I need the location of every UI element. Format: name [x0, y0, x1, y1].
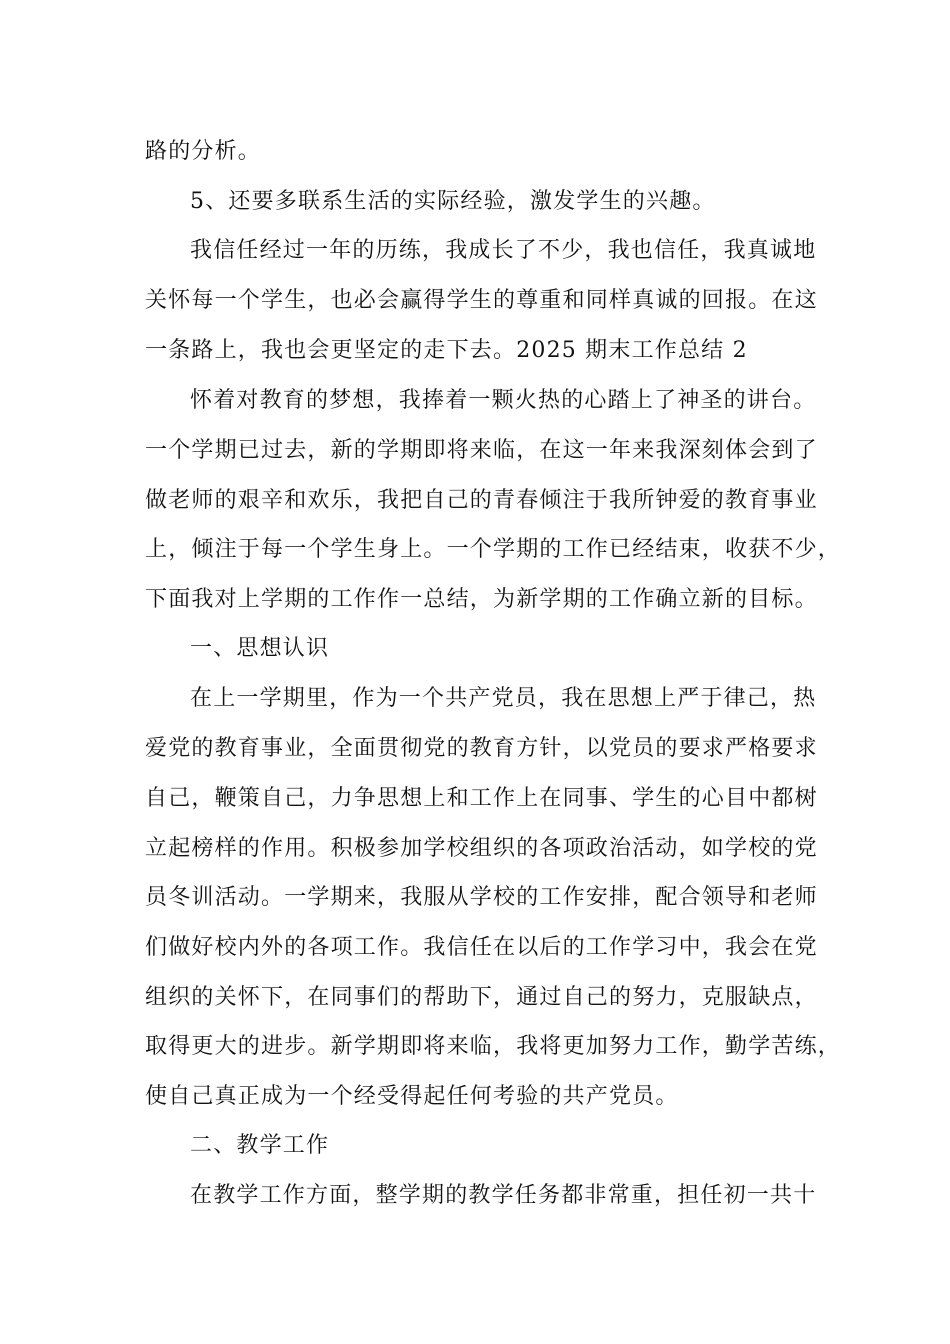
section-heading-2: 二、教学工作	[190, 1133, 330, 1158]
text-line-5: 一条路上，我也会更坚定的走下去。2025 期末工作总结 2	[145, 338, 748, 363]
section-heading-1: 一、思想认识	[190, 636, 330, 661]
text-line-14: 自己，鞭策自己，力争思想上和工作上在同事、学生的心目中都树	[145, 786, 818, 811]
text-line-16: 员冬训活动。一学期来，我服从学校的工作安排，配合领导和老师	[145, 885, 818, 910]
text-line-17: 们做好校内外的各项工作。我信任在以后的工作学习中，我会在党	[145, 935, 818, 960]
text-line-2: 5、还要多联系生活的实际经验，激发学生的兴趣。	[190, 189, 716, 214]
text-line-19: 取得更大的进步。新学期即将来临，我将更加努力工作，勤学苦练，	[145, 1034, 842, 1059]
text-line-4: 关怀每一个学生，也必会赢得学生的尊重和同样真诚的回报。在这	[145, 288, 818, 313]
text-line-6: 怀着对教育的梦想，我捧着一颗火热的心踏上了神圣的讲台。	[190, 388, 817, 413]
text-line-15: 立起榜样的作用。积极参加学校组织的各项政治活动，如学校的党	[145, 836, 818, 861]
text-line-18: 组织的关怀下，在同事们的帮助下，通过自己的努力，克服缺点，	[145, 985, 818, 1010]
text-line-7: 一个学期已过去，新的学期即将来临，在这一年来我深刻体会到了	[145, 438, 818, 463]
text-line-3: 我信任经过一年的历练，我成长了不少，我也信任，我真诚地	[190, 238, 817, 263]
text-line-10: 下面我对上学期的工作作一总结，为新学期的工作确立新的目标。	[145, 587, 818, 612]
text-line-13: 爱党的教育事业，全面贯彻党的教育方针，以党员的要求严格要求	[145, 736, 818, 761]
text-line-9: 上，倾注于每一个学生身上。一个学期的工作已经结束，收获不少，	[145, 537, 842, 562]
text-line-8: 做老师的艰辛和欢乐，我把自己的青春倾注于我所钟爱的教育事业	[145, 488, 818, 513]
text-line-1: 路的分析。	[145, 139, 262, 164]
text-line-22: 在教学工作方面，整学期的教学任务都非常重，担任初一共十	[190, 1183, 817, 1208]
text-line-20: 使自己真正成为一个经受得起任何考验的共产党员。	[145, 1084, 679, 1109]
text-line-12: 在上一学期里，作为一个共产党员，我在思想上严于律己，热	[190, 686, 817, 711]
